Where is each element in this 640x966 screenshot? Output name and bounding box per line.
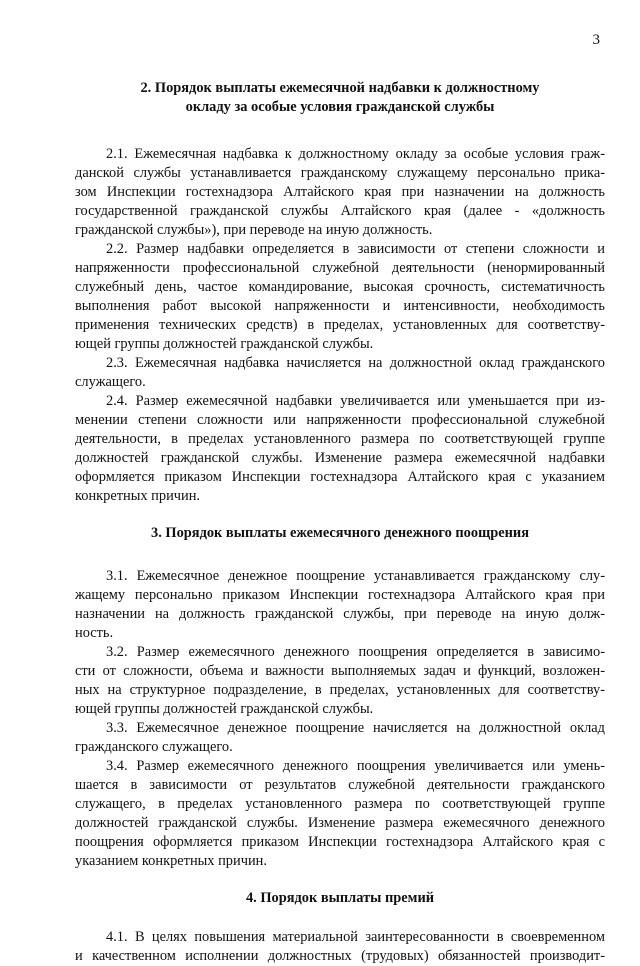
paragraph-line: гражданской службы»), при переводе на иную должность. [75, 222, 433, 238]
section-title-line: 2. Порядок выплаты ежемесячной надбавки к должностному [140, 80, 540, 96]
paragraph-2-3 [75, 354, 605, 392]
paragraph-line: оформляется приказом Инспекции гостехнадзора Алтайского края с указанием [75, 469, 605, 485]
section-4-title [75, 889, 605, 908]
paragraph-line: шается в зависимости от результатов служебной деятельности гражданского [75, 777, 605, 793]
paragraph-line: должностей гражданской службы. Изменение размера ежемесячного денежного [75, 815, 605, 831]
paragraph-3-1 [75, 567, 605, 643]
paragraph-line: гражданского служащего. [75, 739, 233, 755]
paragraph-line: должностей гражданской службы. Изменение размера ежемесячной надбавки [75, 450, 605, 466]
paragraph-4-1 [75, 928, 605, 966]
paragraph-line: применения технических средств) в пределах, установленных для соответству- [75, 317, 605, 333]
paragraph-2-1 [75, 145, 605, 240]
paragraph-line: ность. [75, 625, 114, 641]
paragraph-line: зом Инспекции гостехнадзора Алтайского края при назначении на должность [75, 184, 605, 200]
page-number: 3 [592, 32, 600, 48]
paragraph-line: сти от сложности, объема и важности выполняемых задач и функций, возложен- [75, 663, 605, 679]
paragraph-line: поощрения оформляется приказом Инспекции гостехнадзора Алтайского края с [75, 834, 605, 850]
paragraph-2-4 [75, 392, 605, 506]
paragraph-line: 3.4. Размер ежемесячного денежного поощрения увеличивается или умень- [106, 758, 605, 774]
paragraph-line: выполнения работ высокой напряженности и интенсивности, необходимость [75, 298, 605, 314]
paragraph-line: назначении на должность гражданской службы, при переводе на иную долж- [75, 606, 605, 622]
section-2 [75, 79, 605, 506]
paragraph-line: напряженности профессиональной служебной деятельности (ненормированный [75, 260, 605, 276]
section-3-title [75, 524, 605, 543]
paragraph-line: конкретных причин. [75, 488, 201, 504]
document-body [75, 79, 605, 966]
paragraph-line: служебный день, частое командирование, высокая срочность, систематичность [75, 279, 605, 295]
paragraph-3-4 [75, 757, 605, 871]
section-title-line: 4. Порядок выплаты премий [245, 890, 435, 906]
paragraph-line: 3.1. Ежемесячное денежное поощрение устанавливается гражданскому слу- [106, 568, 605, 584]
paragraph-line: деятельности, в пределах установленного размера по соответствующей группе [75, 431, 605, 447]
paragraph-3-3 [75, 719, 605, 757]
section-3 [75, 524, 605, 871]
section-title-line: окладу за особые условия гражданской службы [185, 99, 495, 115]
paragraph-line: ных на структурное подразделение, в пределах, установленных для соответству- [75, 682, 605, 698]
paragraph-line: государственной гражданской службы Алтайского края (далее - «должность [75, 203, 605, 219]
paragraph-line: 2.3. Ежемесячная надбавка начисляется на должностной оклад гражданского [106, 355, 605, 371]
paragraph-line: служащего. [75, 374, 146, 390]
paragraph-line: 4.1. В целях повышения материальной заинтересованности в своевременном [106, 929, 605, 945]
paragraph-line: ющей группы должностей гражданской службы. [75, 701, 374, 717]
paragraph-line: и качественном исполнении должностных (трудовых) обязанностей производит- [75, 948, 605, 964]
paragraph-line: 2.4. Размер ежемесячной надбавки увеличивается или уменьшается при из- [106, 393, 605, 409]
paragraph-line: указанием конкретных причин. [75, 853, 267, 869]
paragraph-line: 3.3. Ежемесячное денежное поощрение начисляется на должностной оклад [106, 720, 605, 736]
paragraph-2-2 [75, 240, 605, 354]
paragraph-line: ющей группы должностей гражданской службы. [75, 336, 374, 352]
paragraph-line: 3.2. Размер ежемесячного денежного поощрения определяется в зависимо- [106, 644, 605, 660]
paragraph-3-2 [75, 643, 605, 719]
section-title-line: 3. Порядок выплаты ежемесячного денежного поощрения [151, 525, 529, 541]
section-4 [75, 889, 605, 966]
paragraph-line: менении степени сложности или напряженности профессиональной служебной [75, 412, 605, 428]
section-2-title [75, 79, 605, 117]
paragraph-line: данской службы устанавливается гражданскому служащему персонально прика- [75, 165, 605, 181]
paragraph-line: 2.2. Размер надбавки определяется в зависимости от степени сложности и [106, 241, 605, 257]
paragraph-line: служащего, в пределах установленного размера по соответствующей группе [75, 796, 605, 812]
paragraph-line: жащему персонально приказом Инспекции гостехнадзора Алтайского края при [75, 587, 605, 603]
paragraph-line: 2.1. Ежемесячная надбавка к должностному окладу за особые условия граж- [106, 146, 605, 162]
